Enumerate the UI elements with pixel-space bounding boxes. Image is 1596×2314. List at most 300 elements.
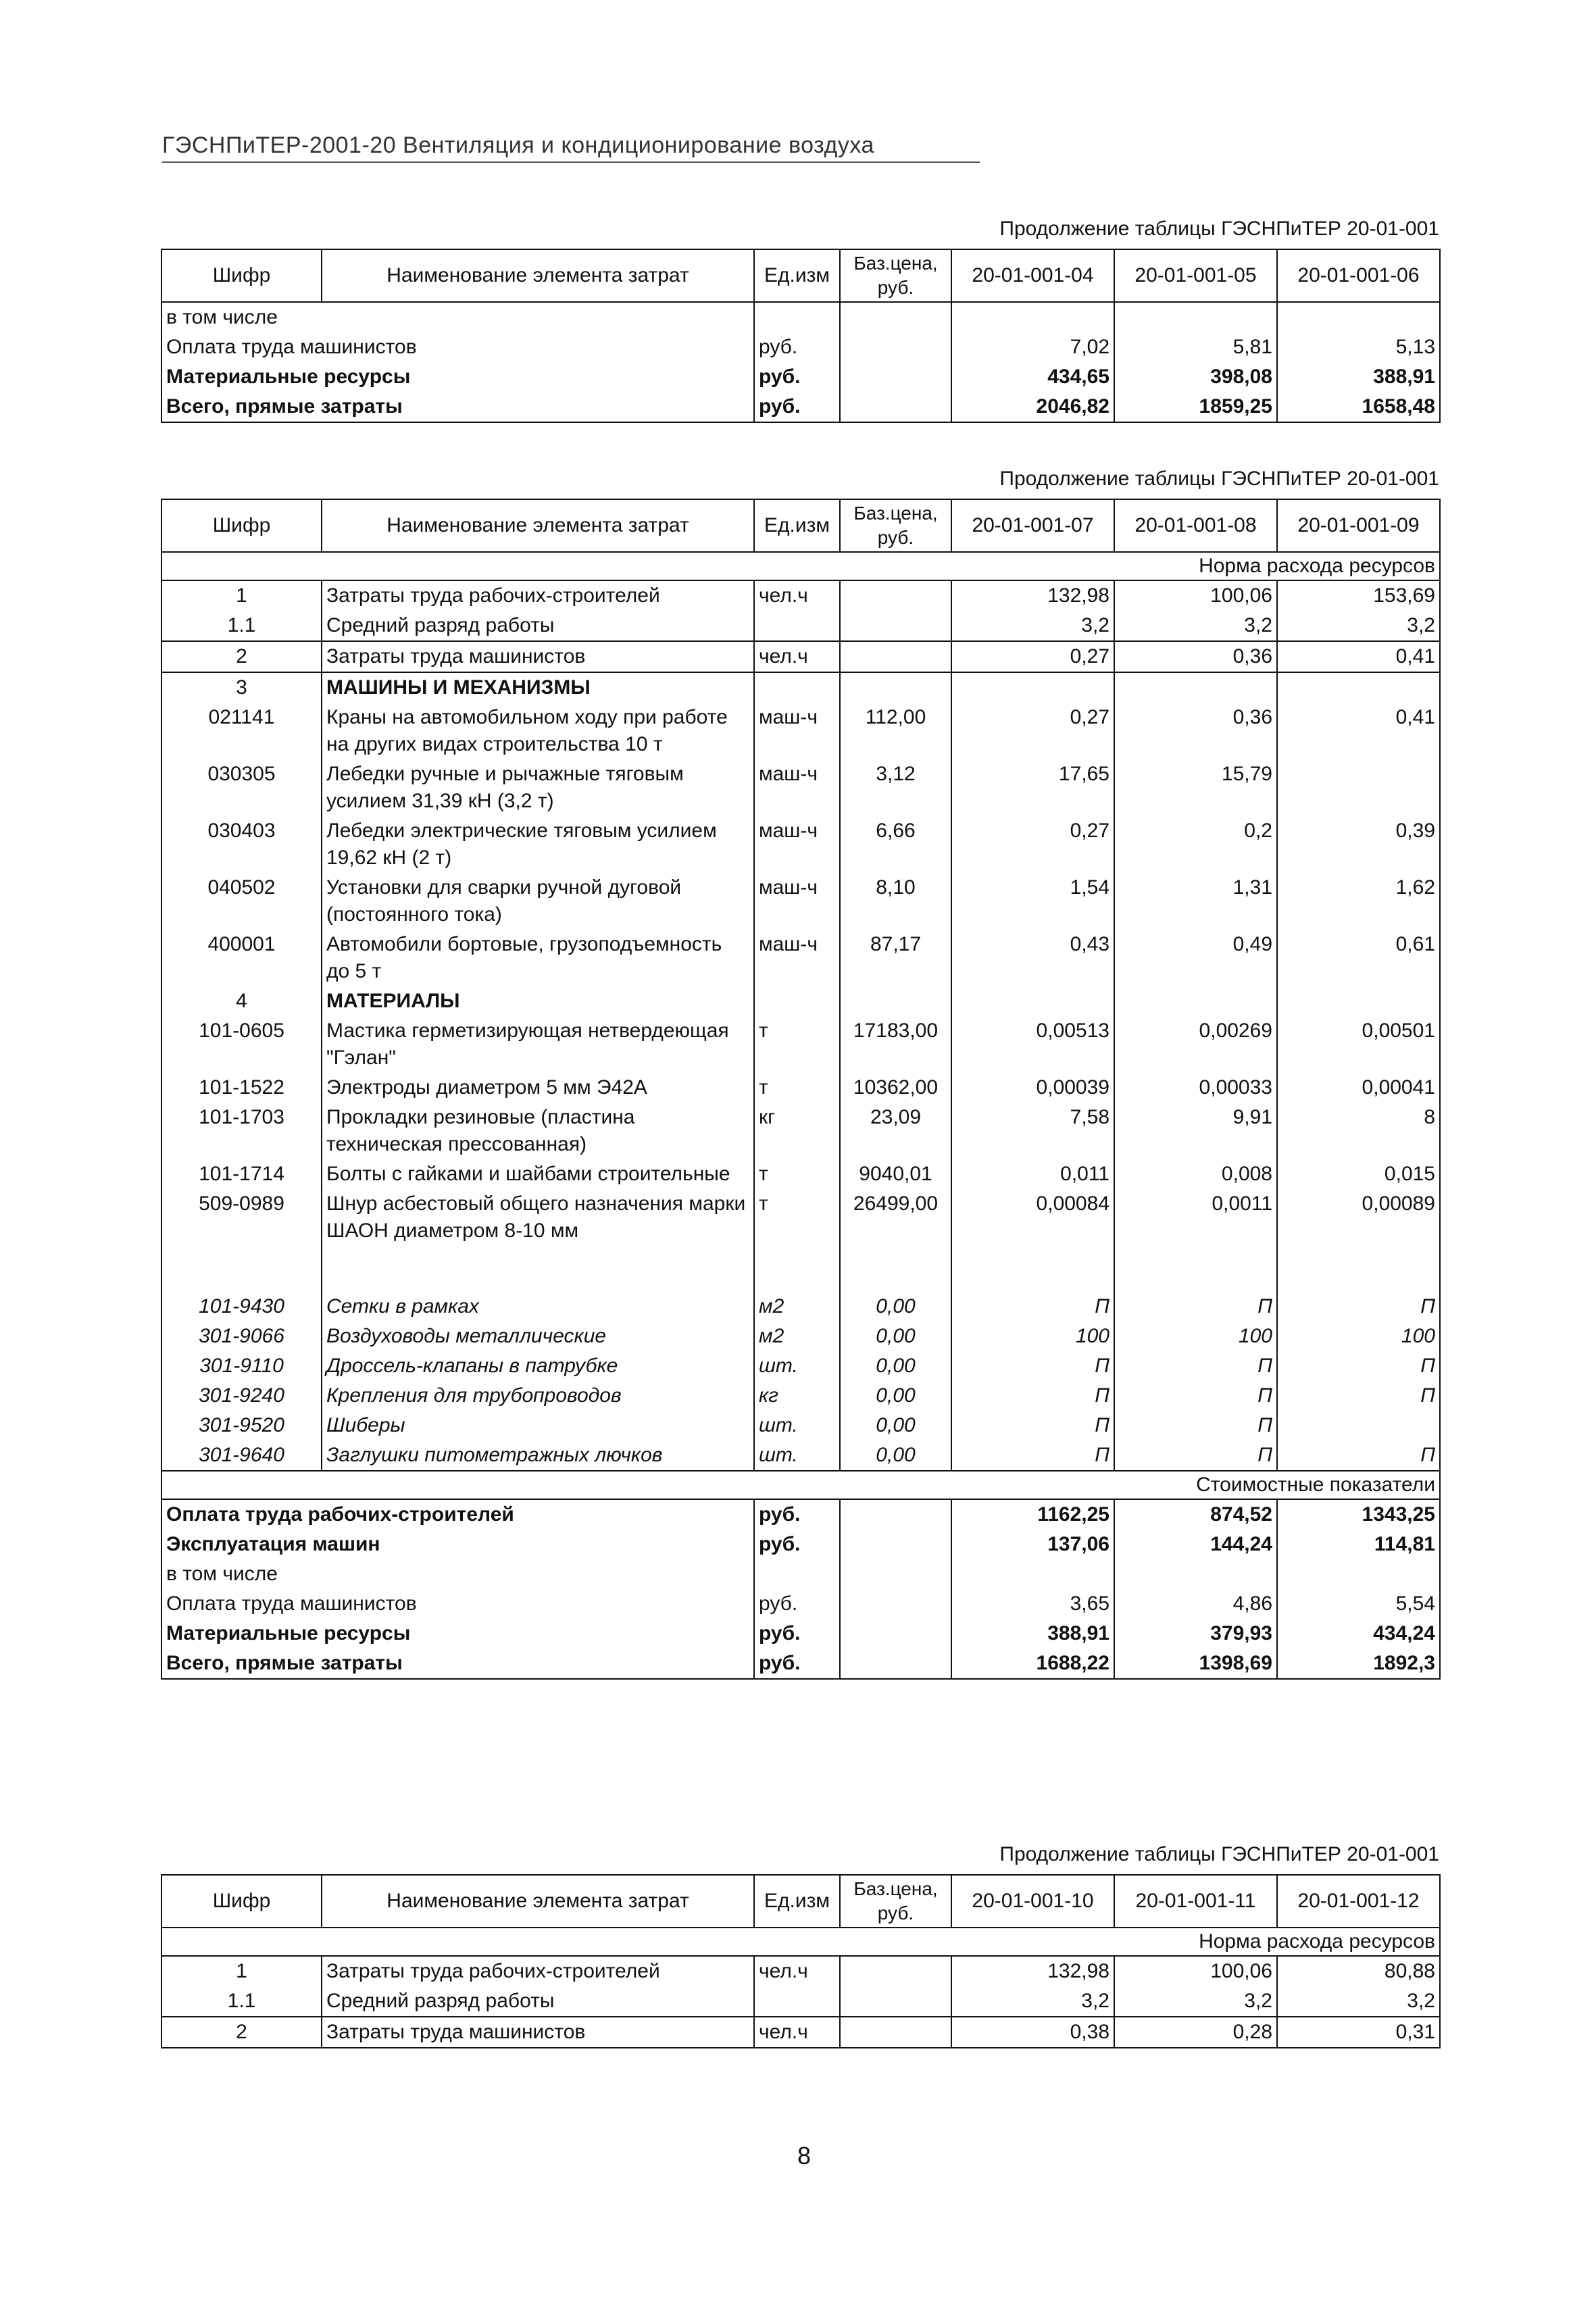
resource-code: 2 [161,2017,322,2048]
table-row [161,1440,1440,1471]
continuation-label: Продолжение таблицы ГЭСНПиТЕР 20-01-001 [999,1843,1439,1865]
value: 5,54 [1277,1589,1440,1619]
value: 2046,82 [951,392,1114,422]
resource-code: 040502 [161,873,322,930]
summary-row [161,1499,1440,1530]
base-price: 0,00 [840,1440,951,1471]
value: 4,86 [1114,1589,1277,1619]
value: 0,00084 [951,1189,1114,1246]
resource-name: Прокладки резиновые (пластина техническая прессованная) [322,1103,754,1159]
base-price [840,580,951,611]
norm-label-row [161,1928,1440,1956]
resource-code: 301-9520 [161,1411,322,1440]
unit: т [754,1016,840,1073]
value: 0,27 [951,641,1114,672]
base-price: 0,00 [840,1381,951,1411]
name-header: Наименование элемента затрат [322,1875,754,1928]
base-price [840,1499,951,1530]
base-price [840,392,951,422]
unit: т [754,1189,840,1246]
table-row [161,1956,1440,1986]
page-header: ГЭСНПиТЕР-2001-20 Вентиляция и кондиционирование воздуха [162,132,980,163]
resource-code: 101-0605 [161,1016,322,1073]
value: П [1114,1351,1277,1381]
value: 0,49 [1114,930,1277,986]
resource-name: Затраты труда машинистов [322,2017,754,2048]
resource-name: Сетки в рамках [322,1292,754,1322]
value: 1688,22 [951,1649,1114,1679]
table-row [161,986,1440,1016]
base-price: 0,00 [840,1351,951,1381]
table-row [161,1073,1440,1103]
value: 3,2 [1114,611,1277,641]
base-price [840,362,951,392]
code-header: Шифр [161,249,322,302]
value: 132,98 [951,580,1114,611]
table-row [161,703,1440,759]
value: 3,65 [951,1589,1114,1619]
value: П [951,1351,1114,1381]
table-row [161,611,1440,641]
cost-label: Стоимостные показатели [161,1471,1440,1499]
summary-row [161,1589,1440,1619]
value: П [951,1292,1114,1322]
unit: т [754,1159,840,1189]
value: 398,08 [1114,362,1277,392]
value [1277,986,1440,1016]
summary-label: Материальные ресурсы [161,1619,754,1649]
table-row [161,1381,1440,1411]
unit-header: Ед.изм [754,1875,840,1928]
summary-label: Оплата труда машинистов [161,332,754,362]
base-price [840,1559,951,1589]
value: П [951,1381,1114,1411]
value: 114,81 [1277,1530,1440,1559]
name-header: Наименование элемента затрат [322,499,754,552]
value: 0,00501 [1277,1016,1440,1073]
summary-row [161,332,1440,362]
unit: руб. [754,1649,840,1679]
value: П [1277,1381,1440,1411]
value: 5,81 [1114,332,1277,362]
norm-label-row [161,552,1440,580]
value: 0,015 [1277,1159,1440,1189]
table-row [161,1246,1440,1292]
base-price: 87,17 [840,930,951,986]
value: 379,93 [1114,1619,1277,1649]
resource-code: 509-0989 [161,1189,322,1246]
summary-label: Всего, прямые затраты [161,1649,754,1679]
resource-name: Краны на автомобильном ходу при работе на других видах строительства 10 т [322,703,754,759]
base-price: 6,66 [840,816,951,873]
value: 0,27 [951,703,1114,759]
value: 0,00033 [1114,1073,1277,1103]
unit [754,611,840,641]
column-header: 20-01-001-10 [951,1875,1114,1928]
unit [754,1986,840,2017]
summary-row [161,1559,1440,1589]
value: 0,00269 [1114,1016,1277,1073]
code-header: Шифр [161,499,322,552]
resource-code: 1.1 [161,611,322,641]
unit: чел.ч [754,580,840,611]
base-price: 0,00 [840,1292,951,1322]
value: 3,2 [951,611,1114,641]
unit: руб. [754,362,840,392]
name-header: Наименование элемента затрат [322,249,754,302]
page-number: 8 [797,2142,812,2169]
value: П [1277,1351,1440,1381]
resource-name: Лебедки электрические тяговым усилием 19,62 кН (2 т) [322,816,754,873]
value: 3,2 [951,1986,1114,2017]
value [1277,672,1440,703]
continuation-label: Продолжение таблицы ГЭСНПиТЕР 20-01-001 [999,468,1439,490]
resource-code: 301-9066 [161,1322,322,1351]
value: 1658,48 [1277,392,1440,422]
resource-code: 3 [161,672,322,703]
resource-code: 101-1703 [161,1103,322,1159]
unit: чел.ч [754,1956,840,1986]
column-header: 20-01-001-07 [951,499,1114,552]
continuation-label: Продолжение таблицы ГЭСНПиТЕР 20-01-001 [999,218,1439,240]
resource-code: 301-9640 [161,1440,322,1471]
value: 0,41 [1277,703,1440,759]
table-row [161,1986,1440,2017]
cost-label-row [161,1471,1440,1499]
summary-row [161,362,1440,392]
resource-table-3 [161,1874,1441,2048]
value: 144,24 [1114,1530,1277,1559]
value: 5,13 [1277,332,1440,362]
resource-name: МАТЕРИАЛЫ [322,986,754,1016]
unit [754,302,840,332]
table-row [161,1016,1440,1073]
table-row [161,816,1440,873]
value: 1343,25 [1277,1499,1440,1530]
table-row [161,930,1440,986]
unit: шт. [754,1351,840,1381]
resource-code: 030305 [161,759,322,816]
resource-code: 301-9240 [161,1381,322,1411]
value: 434,65 [951,362,1114,392]
value: 1892,3 [1277,1649,1440,1679]
summary-row [161,1619,1440,1649]
table-row [161,873,1440,930]
value: П [951,1411,1114,1440]
summary-label: Эксплуатация машин [161,1530,754,1559]
table-row [161,672,1440,703]
value [1277,302,1440,332]
table-row [161,641,1440,672]
unit: руб. [754,1499,840,1530]
header-row [161,1875,1440,1928]
column-header: 20-01-001-08 [1114,499,1277,552]
resource-name: Дроссель-клапаны в патрубке [322,1351,754,1381]
value: П [951,1440,1114,1471]
value: 1162,25 [951,1499,1114,1530]
value: П [1277,1440,1440,1471]
summary-label: Материальные ресурсы [161,362,754,392]
base-price [840,1589,951,1619]
value: 434,24 [1277,1619,1440,1649]
value [951,672,1114,703]
unit: руб. [754,1530,840,1559]
table-row [161,1411,1440,1440]
base-price [840,1986,951,2017]
value: 100,06 [1114,580,1277,611]
value: 100 [1114,1322,1277,1351]
value: 0,008 [1114,1159,1277,1189]
table-row [161,1322,1440,1351]
resource-table-1 [161,249,1441,423]
value [1277,1559,1440,1589]
value [1114,986,1277,1016]
resource-name: Затраты труда рабочих-строителей [322,1956,754,1986]
unit: маш-ч [754,759,840,816]
value [1277,759,1440,816]
base-price [840,1956,951,1986]
resource-name: Средний разряд работы [322,611,754,641]
value [1114,302,1277,332]
value: 3,2 [1114,1986,1277,2017]
value: 0,00513 [951,1016,1114,1073]
value: 137,06 [951,1530,1114,1559]
resource-name: Затраты труда рабочих-строителей [322,580,754,611]
value: 1,31 [1114,873,1277,930]
value: 874,52 [1114,1499,1277,1530]
value: 0,41 [1277,641,1440,672]
base-price [840,672,951,703]
value [1114,672,1277,703]
norm-label: Норма расхода ресурсов [161,552,1440,580]
value: П [1114,1381,1277,1411]
code-header: Шифр [161,1875,322,1928]
unit-header: Ед.изм [754,249,840,302]
value [951,302,1114,332]
resource-name: МАШИНЫ И МЕХАНИЗМЫ [322,672,754,703]
base-price [840,986,951,1016]
price-header: Баз.цена, руб. [840,249,951,302]
column-header: 20-01-001-06 [1277,249,1440,302]
header-row [161,499,1440,552]
base-price [840,1649,951,1679]
table-row [161,1351,1440,1381]
resource-code: 301-9110 [161,1351,322,1381]
base-price: 10362,00 [840,1073,951,1103]
summary-row [161,392,1440,422]
unit: руб. [754,1589,840,1619]
value: 1398,69 [1114,1649,1277,1679]
summary-label: Всего, прямые затраты [161,392,754,422]
value [1114,1246,1277,1292]
resource-code [161,1246,322,1292]
value [1277,1246,1440,1292]
resource-name [322,1246,754,1292]
value: 0,011 [951,1159,1114,1189]
value: 1,62 [1277,873,1440,930]
summary-row [161,1530,1440,1559]
table-row [161,759,1440,816]
value [1277,1411,1440,1440]
value [1114,1559,1277,1589]
unit: кг [754,1381,840,1411]
base-price: 0,00 [840,1411,951,1440]
base-price [840,302,951,332]
value: 0,2 [1114,816,1277,873]
base-price: 3,12 [840,759,951,816]
unit [754,986,840,1016]
value: 0,39 [1277,816,1440,873]
value [951,1559,1114,1589]
base-price [840,641,951,672]
base-price: 9040,01 [840,1159,951,1189]
value: 0,36 [1114,641,1277,672]
value: 8 [1277,1103,1440,1159]
value: 0,00089 [1277,1189,1440,1246]
value: 0,00041 [1277,1073,1440,1103]
value: 132,98 [951,1956,1114,1986]
resource-name: Лебедки ручные и рычажные тяговым усилием 31,39 кН (3,2 т) [322,759,754,816]
value: 0,28 [1114,2017,1277,2048]
table-row [161,580,1440,611]
resource-code: 021141 [161,703,322,759]
summary-row [161,302,1440,332]
value: 0,0011 [1114,1189,1277,1246]
base-price: 26499,00 [840,1189,951,1246]
resource-name: Болты с гайками и шайбами строительные [322,1159,754,1189]
table-row [161,2017,1440,2048]
resource-code: 1 [161,1956,322,1986]
resource-name: Мастика герметизирующая нетвердеющая "Гэлан" [322,1016,754,1073]
value: 7,58 [951,1103,1114,1159]
value: 100,06 [1114,1956,1277,1986]
unit: маш-ч [754,930,840,986]
resource-code: 400001 [161,930,322,986]
value: П [1114,1411,1277,1440]
price-header: Баз.цена, руб. [840,499,951,552]
column-header: 20-01-001-05 [1114,249,1277,302]
resource-name: Шнур асбестовый общего назначения марки ШАОН диаметром 8-10 мм [322,1189,754,1246]
resource-name: Крепления для трубопроводов [322,1381,754,1411]
summary-label: Оплата труда рабочих-строителей [161,1499,754,1530]
value: 388,91 [951,1619,1114,1649]
base-price [840,611,951,641]
unit: шт. [754,1440,840,1471]
base-price: 23,09 [840,1103,951,1159]
summary-row [161,1649,1440,1679]
price-header: Баз.цена, руб. [840,1875,951,1928]
value: 1859,25 [1114,392,1277,422]
resource-code: 2 [161,641,322,672]
value: П [1114,1440,1277,1471]
resource-name: Затраты труда машинистов [322,641,754,672]
value: 0,61 [1277,930,1440,986]
resource-name: Электроды диаметром 5 мм Э42А [322,1073,754,1103]
value: 7,02 [951,332,1114,362]
resource-code: 1 [161,580,322,611]
value: 0,43 [951,930,1114,986]
base-price: 112,00 [840,703,951,759]
resource-table-2 [161,499,1441,1680]
base-price [840,1619,951,1649]
resource-name: Шиберы [322,1411,754,1440]
unit: маш-ч [754,703,840,759]
base-price [840,332,951,362]
base-price: 17183,00 [840,1016,951,1073]
value: П [1114,1292,1277,1322]
value: 9,91 [1114,1103,1277,1159]
table-row [161,1159,1440,1189]
unit [754,1559,840,1589]
unit: руб. [754,332,840,362]
summary-label: в том числе [161,1559,754,1589]
resource-code: 1.1 [161,1986,322,2017]
value [951,1246,1114,1292]
table-row [161,1103,1440,1159]
unit: т [754,1073,840,1103]
unit-header: Ед.изм [754,499,840,552]
base-price: 0,00 [840,1322,951,1351]
unit: кг [754,1103,840,1159]
column-header: 20-01-001-09 [1277,499,1440,552]
resource-name: Установки для сварки ручной дуговой (постоянного тока) [322,873,754,930]
resource-name: Средний разряд работы [322,1986,754,2017]
value [951,986,1114,1016]
unit: маш-ч [754,873,840,930]
base-price: 8,10 [840,873,951,930]
base-price [840,1246,951,1292]
unit: м2 [754,1322,840,1351]
value: П [1277,1292,1440,1322]
value: 0,38 [951,2017,1114,2048]
unit [754,1246,840,1292]
resource-code: 030403 [161,816,322,873]
value: 80,88 [1277,1956,1440,1986]
value: 0,27 [951,816,1114,873]
column-header: 20-01-001-04 [951,249,1114,302]
norm-label: Норма расхода ресурсов [161,1928,1440,1956]
unit: чел.ч [754,641,840,672]
resource-name: Воздуховоды металлические [322,1322,754,1351]
value: 388,91 [1277,362,1440,392]
header-row [161,249,1440,302]
table-row [161,1292,1440,1322]
resource-name: Заглушки питометражных лючков [322,1440,754,1471]
summary-label: Оплата труда машинистов [161,1589,754,1619]
value: 1,54 [951,873,1114,930]
table-row [161,1189,1440,1246]
summary-label: в том числе [161,302,754,332]
resource-code: 101-9430 [161,1292,322,1322]
column-header: 20-01-001-11 [1114,1875,1277,1928]
unit: шт. [754,1411,840,1440]
unit: чел.ч [754,2017,840,2048]
unit: руб. [754,392,840,422]
column-header: 20-01-001-12 [1277,1875,1440,1928]
resource-code: 101-1714 [161,1159,322,1189]
value: 3,2 [1277,1986,1440,2017]
value: 15,79 [1114,759,1277,816]
unit: руб. [754,1619,840,1649]
value: 17,65 [951,759,1114,816]
unit: маш-ч [754,816,840,873]
unit: м2 [754,1292,840,1322]
value: 0,00039 [951,1073,1114,1103]
value: 153,69 [1277,580,1440,611]
value: 100 [1277,1322,1440,1351]
value: 0,36 [1114,703,1277,759]
resource-name: Автомобили бортовые, грузоподъемность до 5 т [322,930,754,986]
